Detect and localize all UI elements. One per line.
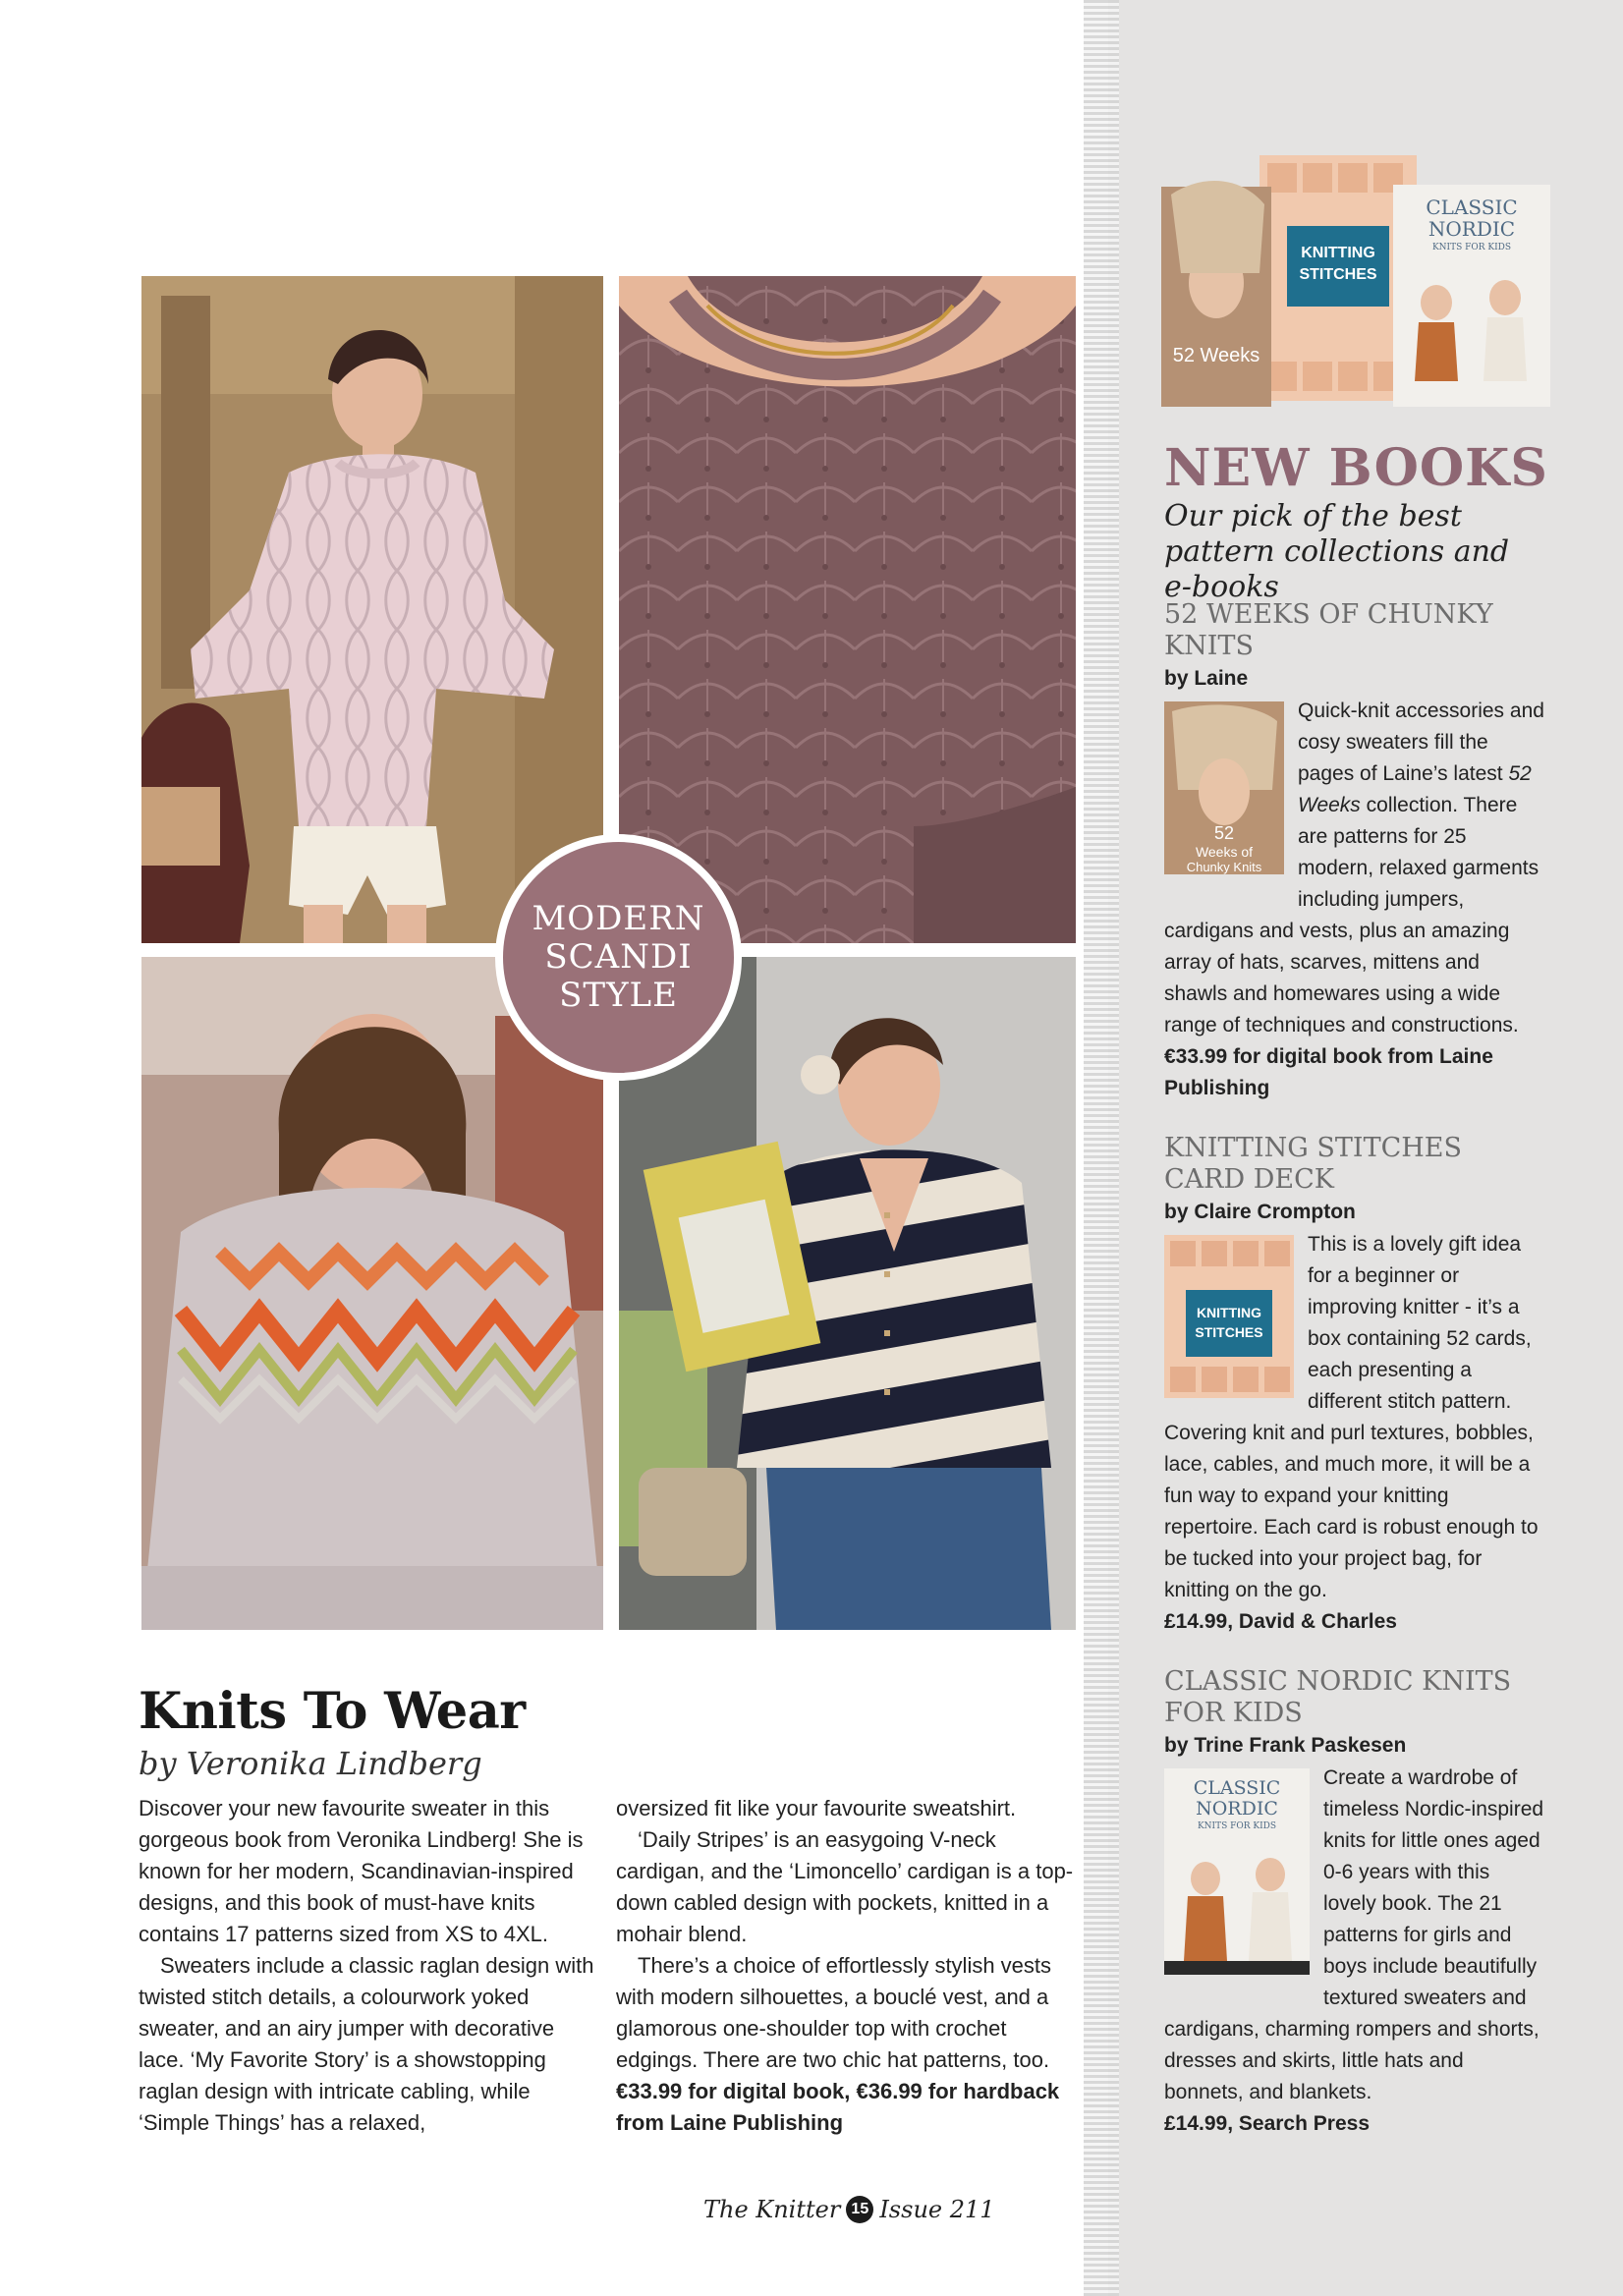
book3-title: CLASSIC NORDIC KNITS FOR KIDS (1164, 1666, 1512, 1728)
book2-body (1164, 1229, 1547, 1606)
new-books-subtitle: Our pick of the best pattern collections and e-books (1164, 499, 1510, 604)
svg-text:NORDIC: NORDIC (1196, 1798, 1278, 1820)
footer-issue: Issue 211 (879, 2196, 995, 2223)
book-entry-knitting-stitches (1164, 1133, 1547, 1638)
svg-text:Chunky Knits: Chunky Knits (1186, 860, 1262, 874)
book2-price: £14.99, David & Charles (1164, 1610, 1397, 1633)
cover1-title: 52 Weeks (1172, 345, 1260, 366)
feature-col1-para1: Discover your new favourite sweater in this gorgeous book from Veronika Lindberg! She is known for her modern, Scandinavian-inspired designs, and this book of must-have knits contains 17 patterns sized from XS to 4XL. (139, 1796, 584, 1946)
book3-author: by Trine Frank Paskesen (1164, 1734, 1407, 1757)
footer-magazine: The Knitter (703, 2196, 841, 2223)
page-perforation (1084, 0, 1119, 2296)
photo-lace-yoke-sweater (619, 276, 1076, 943)
book3-price: £14.99, Search Press (1164, 2112, 1370, 2135)
feature-col2-para2: ‘Daily Stripes’ is an easygoing V-neck cardigan, and the ‘Limoncello’ cardigan is a top-down cabled design with pockets, knitted in a mohair blend. (616, 1827, 1074, 1946)
cover2-title-line2: STITCHES (1299, 266, 1377, 283)
svg-text:KNITS FOR KIDS: KNITS FOR KIDS (1197, 1821, 1277, 1831)
badge-line2: SCANDI (544, 937, 693, 977)
book-entry-52-weeks (1164, 599, 1547, 1104)
svg-text:CLASSIC: CLASSIC (1193, 1777, 1281, 1799)
feature-col2-para1: oversized fit like your favourite sweatshirt. (616, 1796, 1017, 1820)
book-covers-stack (1161, 155, 1550, 407)
photo-fairisle-yoke-sweater (141, 957, 603, 1630)
svg-text:KNITTING: KNITTING (1196, 1305, 1262, 1320)
book3-thumbnail (1164, 1768, 1310, 1985)
footer-page-number: 15 (846, 2196, 873, 2223)
book2-title: KNITTING STITCHES CARD DECK (1164, 1133, 1463, 1195)
cover3-title-line3: KNITS FOR KIDS (1431, 243, 1512, 252)
new-books-title: NEW BOOKS (1164, 438, 1548, 498)
svg-text:Weeks of: Weeks of (1195, 844, 1254, 860)
photo-pink-cable-sweater (141, 276, 603, 943)
book1-body-pre: Quick-knit accessories and cosy sweaters fill the pages of Laine’s latest (1298, 700, 1544, 785)
badge-line3: STYLE (559, 976, 678, 1015)
svg-text:52: 52 (1213, 823, 1235, 843)
cover2-title-line1: KNITTING (1301, 245, 1375, 261)
svg-text:STITCHES: STITCHES (1195, 1324, 1263, 1340)
book1-title: 52 WEEKS OF CHUNKY KNITS (1164, 599, 1493, 661)
book1-body (1164, 696, 1547, 1041)
book-entry-classic-nordic (1164, 1666, 1547, 2140)
feature-col1-para2: Sweaters include a classic raglan design with twisted stitch details, a colourwork yoked sweater, and an airy jumper with decorative lace. ‘My Favorite Story’ is a showstopping raglan design with intricate cabling, while ‘Simple Things’ has a relaxed, (139, 1953, 594, 2135)
book1-author: by Laine (1164, 667, 1249, 690)
feature-col2-para3: There’s a choice of effortlessly stylish vests with modern silhouettes, a bouclé vest, and a glamorous one-shoulder top with crochet edgings. There are two chic hat patterns, too. (616, 1953, 1052, 2072)
book3-body-text: Create a wardrobe of timeless Nordic-inspired knits for little ones aged 0-6 years with this lovely book. The 21 patterns for girls and boys include beautifully textured sweaters and cardigans, charming rompers and shorts, dresses and skirts, little hats and bonnets, and blankets. (1164, 1766, 1544, 2103)
feature-author: by Veronika Lindberg (139, 1745, 482, 1782)
book2-author: by Claire Crompton (1164, 1201, 1356, 1223)
badge-line1: MODERN (532, 899, 705, 938)
feature-column-1 (139, 1793, 600, 2139)
cover3-title-line1: CLASSIC (1426, 196, 1518, 219)
cover3-title-line2: NORDIC (1427, 217, 1516, 241)
page-footer (703, 2196, 995, 2223)
feature-column-2 (616, 1793, 1078, 2139)
modern-scandi-badge (495, 834, 742, 1081)
book1-price: €33.99 for digital book from Laine Publishing (1164, 1045, 1493, 1099)
feature-title: Knits To Wear (139, 1682, 526, 1741)
book1-body-post: collection. There are patterns for 25 modern, relaxed garments including jumpers, cardigans and vests, plus an amazing array of hats, scarves, mittens and shawls and homewares using a wide range of techniques and constructions. (1164, 794, 1539, 1036)
feature-price: €33.99 for digital book, €36.99 for hardback from Laine Publishing (616, 2079, 1060, 2135)
book1-body-em: 52 Weeks (1298, 762, 1532, 816)
book1-thumbnail (1164, 701, 1284, 884)
book2-thumbnail (1164, 1235, 1294, 1408)
book3-body (1164, 1763, 1547, 2108)
book2-body-text: This is a lovely gift idea for a beginner or improving knitter - it’s a box containing 52 cards, each presenting a different stitch pattern. Covering knit and purl textures, bobbles, lace, cables, and much more, it will be a fun way to expand your knitting repertoire. Each card is robust enough to be tucked into your project bag, for knitting on the go. (1164, 1233, 1539, 1601)
